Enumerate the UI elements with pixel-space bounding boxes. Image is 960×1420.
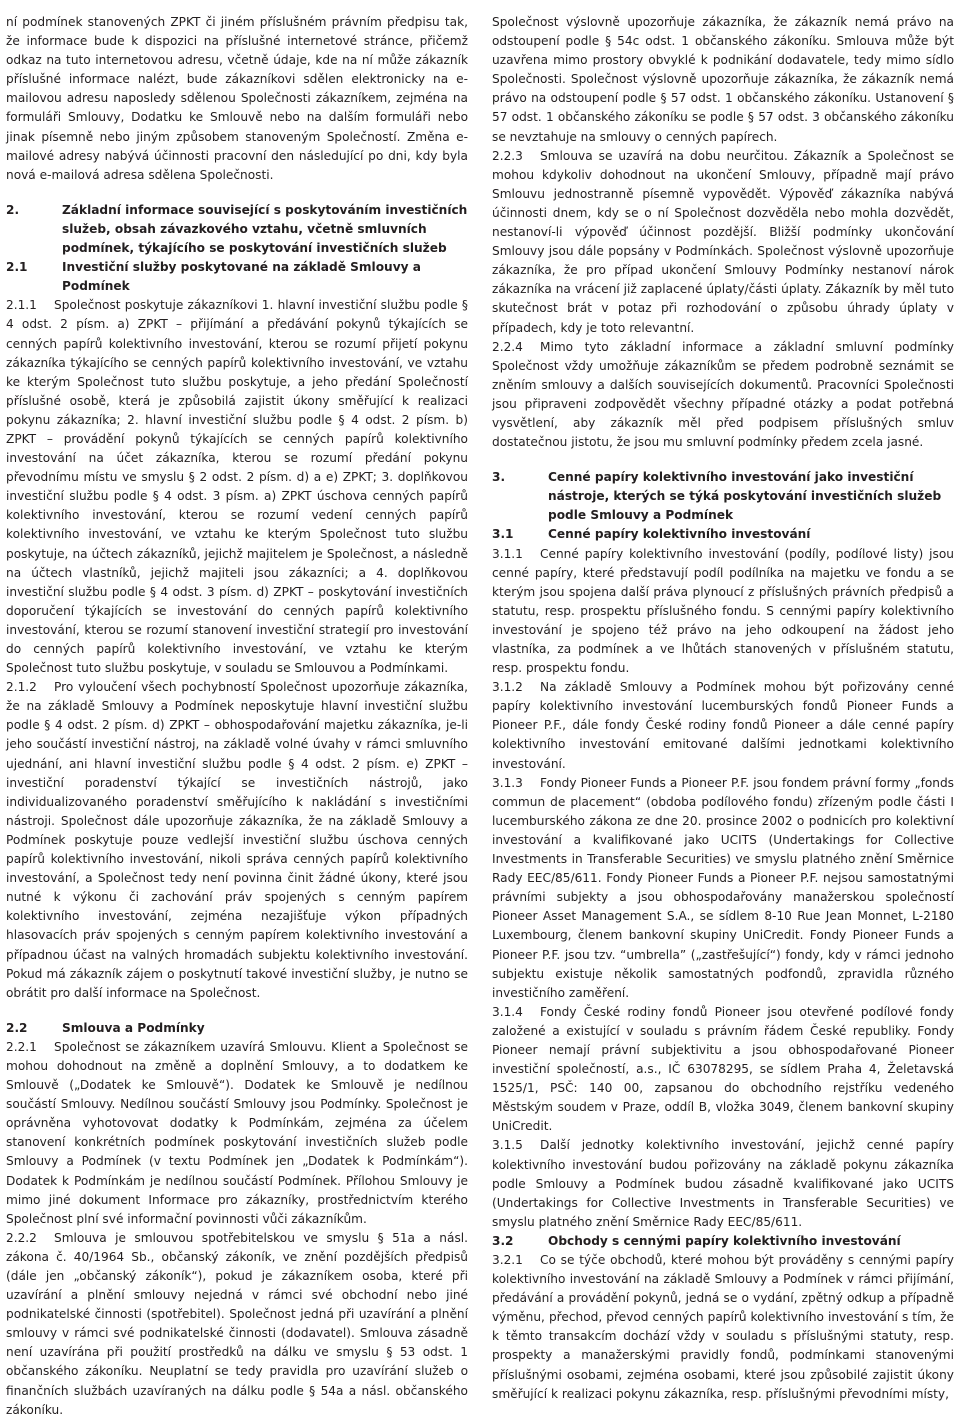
section-number: 3.2 — [492, 1233, 514, 1248]
paragraph-number: 3.1.2 — [492, 680, 523, 695]
paragraph-number: 2.2.3 — [492, 148, 523, 163]
section-title: Smlouva a Podmínky — [62, 1020, 205, 1035]
section-title: Cenné papíry kolektivního investování jako investiční nástroje, kterých se týká poskytování investičních služeb podle Smlouvy a Podmínek — [548, 470, 942, 523]
paragraph-2-1-1 — [6, 296, 468, 678]
paragraph-3-1-5 — [492, 1136, 954, 1231]
paragraph-number: 3.1.3 — [492, 775, 523, 790]
paragraph-text: Na základě Smlouvy a Podmínek mohou být pořizovány cenné papíry kolektivního investování lucemburských fondů Pioneer Funds a Pioneer P.F., dále fondy České rodiny fondů Pioneer a dále cenné papíry kolektivního investování emitované dalšími jednotkami kolektivního investování. — [492, 680, 954, 771]
section-3-1-heading — [492, 525, 954, 544]
paragraph-intro: ní podmínek stanovených ZPKT či jiném příslušném právním předpisu tak, že informace bude k dispozici na příslušné internetové stránce, přičemž odkaz na tuto internetovou adresu, včetně údaje, kde na ní může zákazník příslušné informace nalézt, bude zákazníkovi sdělen elektronicky na e-mailovou adresu naposledy sdělenou Společnosti zákazníkem, zejména na formuláři Smlouvy, Dodatku ke Smlouvě nebo na dalším formuláři nebo jinak písemně nebo jiným způsobem stanoveným Společností. Změna e-mailové adresy nabývá účinnosti pracovní den následující po dni, kdy byla nová e-mailová adresa sdělena Společnosti. — [6, 15, 468, 182]
paragraph-number: 2.2.4 — [492, 339, 523, 354]
paragraph-number: 2.1.1 — [6, 298, 37, 313]
paragraph-2-1-2 — [6, 678, 468, 1003]
paragraph-continued: Společnost výslovně upozorňuje zákazníka, že zákazník nemá právo na odstoupení podle § 54c odst. 1 občanského zákoníku. Smlouva může být uzavřena mimo prostory obvyklé k podnikání dodavatele, tedy mimo sídlo Společnosti. Společnost výslovně upozorňuje zákazníka, že zákazník nemá právo na odstoupení podle § 57 odst. 1 občanského zákoníku. Ustanovení § 57 odst. 1 občanského zákoníku se podle § 57 odst. 3 občanského zákoníku se nevztahuje na smlouvy o cenných papírech. — [492, 15, 954, 144]
section-2-1-heading — [6, 258, 468, 296]
paragraph-3-1-3 — [492, 774, 954, 1003]
section-number: 2.2 — [6, 1020, 28, 1035]
paragraph-text: Mimo tyto základní informace a základní smluvní podmínky Společnost vždy umožňuje zákazníkům se předem podrobně seznámit se zněním smlouvy a dalších souvisejících dokumentů. Pracovníci Společnosti jsou připraveni zodpovědět všechny případné otázky a podat potřebná vysvětlení, aby zákazník měl před podpisem příslušných smluv dostatečnou jistotu, že jsou mu smluvní podmínky předem zcela jasné. — [492, 339, 954, 450]
paragraph-2-2-4 — [492, 338, 954, 453]
paragraph-text: Společnost se zákazníkem uzavírá Smlouvu. Klient a Společnost se mohou dohodnout na změně a doplnění Smlouvy, a to dodatkem ke Smlouvě („Dodatek ke Smlouvě“). Dodatek ke Smlouvě je nedílnou součástí Smlouvy. Nedílnou součástí Smlouvy jsou Podmínky. Společnost je oprávněna vyhotovovat dodatky k Podmínkám, zejména za účelem stanovení konkrétních podmínek poskytování investičních služeb podle Smlouvy a Podmínek (v textu Podmínek jen „Dodatek k Podmínkám“). Dodatek k Podmínkám je nedílnou součástí Podmínek. Přílohou Smlouvy je mimo jiné dokument Informace pro zákazníky, prostřednictvím kterého Společnost plní své informační povinnosti vůči zákazníkům. — [6, 1039, 468, 1226]
paragraph-2-2-1 — [6, 1038, 468, 1229]
paragraph-text: Smlouva se uzavírá na dobu neurčitou. Zákazník a Společnost se mohou kdykoliv dohodnout na ukončení Smlouvy, případně mají právo Smlouvu jednostranně písemně vypovědět. Výpověď zákazníka nabývá účinnosti dnem, kdy se o ní Společnost dozvěděla nebo mohla dozvědět, nestanoví-li výpověď účinnost pozdější. Bližší podmínky ukončování Smlouvy jsou dále popsány v Podmínkách. Společnost výslovně upozorňuje zákazníka, že pro případ ukončení Smlouvy Podmínky nestanoví nárok zákazníka na vrácení již zaplacené úplaty/části úplaty. Zákazník by měl tuto skutečnost brát v potaz při rozhodování o způsobu úhrady úplaty v případech, kdy je toto relevantní. — [492, 148, 954, 335]
section-3-heading — [492, 468, 954, 525]
paragraph-text: Pro vyloučení všech pochybností Společnost upozorňuje zákazníka, že na základě Smlouvy a Podmínek neposkytuje hlavní investiční službu podle § 4 odst. 2 písm. d) ZPKT – obhospodařování majetku zákazníka, je-li jeho součástí investiční nástroj, na základě volné úvahy v rámci smluvního ujednání, ani hlavní investiční službu podle § 4 odst. 2 písm. e) ZPKT – investiční poradenství týkající se investičních nástrojů, jako individualizovaného poradenství směřujícího k nakládání s investičními nástroji. Společnost dále upozorňuje zákazníka, že na základě Smlouvy a Podmínek poskytuje pouze vedlejší investiční službu úschova cenných papírů kolektivního investování, nikoli správa cenných papírů kolektivního investování, a Společnost tedy není povinna činit žádné úkony, které jsou nutné k výkonu či zachování práv spojených s cenným papírem kolektivního investování, zejména nezajišťuje výkon případných hlasovacích práv spojených s cenným papírem kolektivního investování a případnou účast na valných hromadách subjektu kolektivního investování. Pokud má zákazník zájem o poskytnutí takové investiční služby, je nutno se obrátit pro další informace na Společnost. — [6, 680, 468, 1000]
section-3-2-heading — [492, 1232, 954, 1251]
paragraph-2-2-3 — [492, 147, 954, 338]
section-title: Základní informace související s poskytováním investičních služeb, obsah závazkového vztahu, včetně smluvních podmínek, týkajícího se poskytování investičních služeb — [62, 202, 468, 256]
paragraph-number: 3.1.1 — [492, 546, 523, 561]
section-title: Investiční služby poskytované na základě Smlouvy a Podmínek — [62, 260, 421, 294]
paragraph-number: 3.2.1 — [492, 1253, 523, 1267]
paragraph-2-2-2 — [6, 1229, 468, 1420]
section-number: 2.1 — [6, 260, 28, 275]
paragraph-text: Fondy České rodiny fondů Pioneer jsou otevřené podílové fondy založené a existující v souladu s právním řádem České republiky. Fondy Pioneer nemají právní subjektivitu a jsou obhospodařované Pioneer investiční společností, a.s., IČ 63078295, se sídlem Praha 4, Želetavská 1525/1, PSČ: 140 00, zapsanou do obchodního rejstříku vedeného Městským soudem v Praze, oddíl B, vložka 3049, členem bankovní skupiny UniCredit. — [492, 1004, 954, 1134]
paragraph-number: 2.2.1 — [6, 1039, 37, 1054]
section-number: 3.1 — [492, 527, 514, 542]
left-column — [6, 13, 468, 1417]
paragraph-3-2-1 — [492, 1251, 954, 1404]
paragraph-number: 2.1.2 — [6, 680, 37, 695]
section-number: 2. — [6, 202, 20, 217]
paragraph-text: Smlouva je smlouvou spotřebitelskou ve smyslu § 51a a násl. zákona č. 40/1964 Sb., občanský zákoník, ve znění pozdějších předpisů (dále jen „občanský zákoník“), pokud je zákazníkem osoba, které při uzavírání a plnění smlouvy nejedná v rámci své obchodní nebo jiné podnikatelské činnosti (spotřebitel). Společnost jedná při uzavírání a plnění smlouvy v rámci své podnikatelské činnosti (dodavatel). Smlouva zásadně není uzavírána při použití prostředků na dálku ve smyslu § 53 odst. 1 občanského zákoníku. Neuplatní se tedy pravidla pro uzavírání služeb o finančních službách uzavíraných na dálku podle § 54a a násl. občanského zákoníku. — [6, 1230, 468, 1417]
section-2-2-heading — [6, 1019, 468, 1038]
paragraph-text: Fondy Pioneer Funds a Pioneer P.F. jsou fondem právní formy „fonds commun de placement“ (obdoba podílového fondu) zřízeným podle části I lucemburského zákona ze dne 20. prosince 2002 o podnicích pro kolektivní investování a kvalifikované jako UCITS (Undertakings for Collective Investments in Transferable Securities) ve smyslu platného znění Směrnice Rady EEC/85/611. Fondy Pioneer Funds a Pioneer P.F. nejsou samostatnými právními subjekty a jsou obhospodařovány manažerskou společností Pioneer Asset Management S.A., se sídlem 8-10 Rue Jean Monnet, L-2180 Luxembourg, členem bankovní skupiny UniCredit. Fondy Pioneer Funds a Pioneer P.F. jsou tzv. “umbrella” („zastřešující“) fondy, kdy v rámci jednoho subjektu existuje několik samostatných podfondů, zpravidla různého investičního zaměření. — [492, 775, 954, 1000]
paragraph-text: Co se týče obchodů, které mohou být prováděny s cennými papíry kolektivního investování na základě Smlouvy a Podmínek v rámci přijímání, předávání a provádění pokynů, jedná se o vydání, zpětný odkup a případně výměnu, přechod, převod cenných papírů kolektivního investování s tím, že k těmto transakcím dochází vždy v souladu s příslušnými statuty, resp. prospekty a manažerskými pravidly fondů, podmínkami stanovenými příslušnými osobami, zejména osobami, které jsou způsobilé zajistit úkony směřující k realizaci pokynu zákazníka, resp. příslušnými převodními místy, — [492, 1253, 954, 1401]
section-2-heading — [6, 201, 468, 258]
paragraph-number: 2.2.2 — [6, 1230, 37, 1245]
paragraph-number: 3.1.4 — [492, 1004, 523, 1019]
section-title: Obchody s cennými papíry kolektivního investování — [548, 1233, 901, 1248]
paragraph-3-1-2 — [492, 678, 954, 773]
paragraph-3-1-1 — [492, 545, 954, 679]
right-column — [492, 13, 954, 1401]
paragraph-text: Společnost poskytuje zákazníkovi 1. hlavní investiční službu podle § 4 odst. 2 písm. a) ZPKT – přijímání a předávání pokynů týkajících se cenných papírů kolektivního investování, kterou se rozumí přijetí pokynu zákazníka týkajícího se cenných papírů kolektivního investování, ve vztahu ke kterým Společnost tuto službu poskytuje, a jeho předání Společností příslušné osobě, která je způsobilá zajistit úkony směřující k realizaci pokynu zákazníka; 2. hlavní investiční službu podle § 4 odst. 2 písm. b) ZPKT – provádění pokynů týkajících se cenných papírů kolektivního investování na účet zákazníka, kterou se rozumí předání pokynu převodnímu místu ve smyslu § 2 odst. 2 písm. d) a e) ZPKT; 3. doplňkovou investiční službu podle § 4 odst. 3 písm. a) ZPKT úschova cenných papírů kolektivního investování, kterou se rozumí vedení cenných papírů kolektivního investování, ve vztahu ke kterým Společnost tuto službu poskytuje, na účtech zákazníků, jejichž majitelem je Společnost, a následně na účtech vlastníků, jejichž majiteli jsou zákazníci; a 4. doplňkovou investiční službu podle § 4 odst. 3 písm. d) ZPKT – poskytování investičních doporučení týkajících se investování do cenných papírů kolektivního investování, kterou se rozumí stanovení investiční strategií pro investování do cenných papírů kolektivního investování, ve vztahu ke kterým Společnost tuto službu poskytuje, v souladu se Smlouvou a Podmínkami. — [6, 298, 468, 676]
section-title: Cenné papíry kolektivního investování — [548, 527, 811, 542]
paragraph-3-1-4 — [492, 1003, 954, 1137]
paragraph-text: Další jednotky kolektivního investování, jejichž cenné papíry kolektivního investování budou pořizovány na základě pokynu zákazníka podle Smlouvy a Podmínek budou zásadně kvalifikované jako UCITS (Undertakings for Collective Investments in Transferable Securities) ve smyslu platného znění Směrnice Rady EEC/85/611. — [492, 1138, 954, 1229]
paragraph-text: Cenné papíry kolektivního investování (podíly, podílové listy) jsou cenné papíry, které představují podíl podílníka na majetku ve fondu a se kterým jsou spojena další práva plynoucí z příslušných právních předpisů a statutu, resp. prospektu příslušného fondu. S cennými papíry kolektivního investování je spojeno též právo na jeho odkoupení na žádost jeho vlastníka, za podmínek a ve lhůtách stanovených v příslušném statutu, resp. prospektu fondu. — [492, 546, 954, 676]
section-number: 3. — [492, 470, 506, 485]
paragraph-number: 3.1.5 — [492, 1138, 523, 1153]
